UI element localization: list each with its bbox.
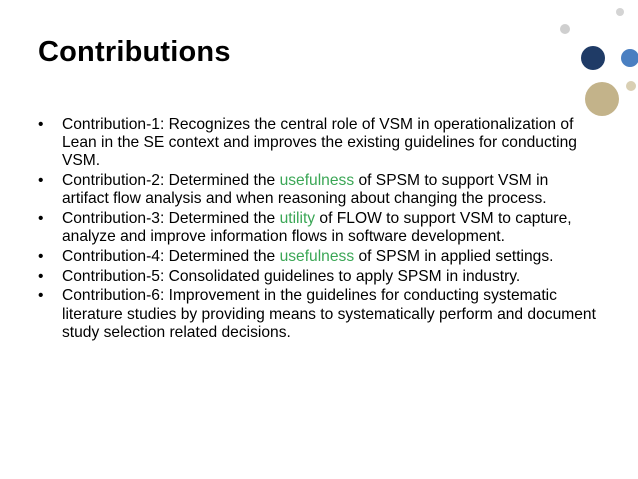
list-item <box>38 248 598 266</box>
list-item <box>38 287 598 342</box>
list-item <box>38 268 598 286</box>
list-item <box>38 116 598 171</box>
slide-title: Contributions <box>38 36 231 68</box>
bullet-text: Contribution-5: Consolidated guidelines to apply SPSM in industry. <box>62 267 521 285</box>
bullet-text: Contribution-4: Determined the <box>62 247 280 265</box>
bullet-list <box>38 116 598 343</box>
list-item <box>38 210 598 246</box>
bullet-text-after: of SPSM in applied settings. <box>354 247 554 265</box>
decorative-dot-blue <box>621 49 638 67</box>
bullet-text-after: of SPSM to support VSM in artifact flow analysis and when reasoning about changing the process. <box>62 172 549 208</box>
bullet-text: Contribution-3: Determined the <box>62 210 280 228</box>
bullet-marker: • <box>38 247 44 265</box>
bullet-marker: • <box>38 172 44 190</box>
list-item <box>38 172 598 208</box>
bullet-highlight: usefulness <box>279 172 355 190</box>
bullet-marker: • <box>38 267 44 285</box>
decorative-dot-gray-mid <box>616 8 624 16</box>
decorative-dot-tan-small <box>626 81 636 91</box>
bullet-marker: • <box>38 210 44 228</box>
bullet-text: Contribution-2: Determined the <box>62 172 280 190</box>
bullet-marker: • <box>38 287 44 305</box>
bullet-text: Contribution-1: Recognizes the central role of VSM in operationalization of Lean in the SE context and improves the existing guidelines for conducting VSM. <box>62 116 577 170</box>
bullet-text: Contribution-6: Improvement in the guidelines for conducting systematic literature studies by providing means to systematically perform and document study selection related decisions. <box>62 287 596 341</box>
bullet-highlight: utility <box>279 210 316 228</box>
decorative-dot-navy <box>581 46 605 70</box>
decorative-dot-gray-small <box>560 24 570 34</box>
bullet-marker: • <box>38 116 44 133</box>
bullet-text-after: of FLOW to support VSM to capture, analyze and improve information flows in software development. <box>62 210 572 246</box>
bullet-highlight: usefulness <box>279 247 355 265</box>
decorative-dot-tan-large <box>585 82 619 116</box>
